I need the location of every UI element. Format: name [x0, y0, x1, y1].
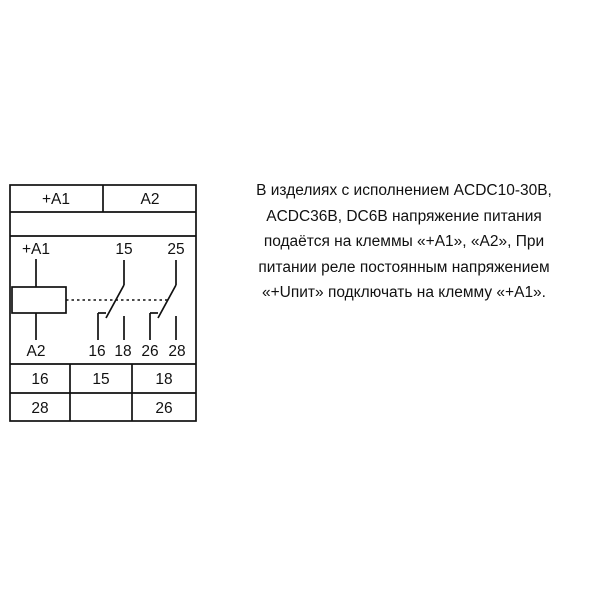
table-cell: 28	[31, 400, 49, 417]
contact1-common-label: 15	[115, 241, 133, 258]
note-line: подаётся на клеммы «+A1», «A2», При	[263, 233, 545, 250]
coil-bottom-label: A2	[26, 343, 46, 360]
contact-label-16: 16	[88, 343, 106, 360]
table-cell: 15	[92, 371, 110, 388]
note-line: питании реле постоянным напряжением	[258, 258, 550, 276]
header-terminal-left: +A1	[41, 191, 71, 208]
contact2-switch-arm	[158, 285, 176, 318]
coil-top-label: +A1	[21, 241, 51, 258]
note-line: В изделиях с исполнением ACDC10-30B,	[256, 182, 552, 199]
table-cell: 26	[155, 400, 173, 417]
supply-note	[218, 178, 590, 306]
contact2-common-label: 25	[167, 241, 185, 258]
table-cell: 16	[31, 371, 49, 388]
table-cell: 18	[155, 371, 173, 388]
contact-label-28: 28	[168, 343, 186, 360]
note-line: ACDC36B, DC6B напряжение питания	[266, 207, 542, 225]
contact-label-18: 18	[114, 343, 132, 360]
note-line: «+Uпит» подключать на клемму «+A1».	[262, 284, 546, 301]
header-terminal-right: A2	[140, 191, 160, 208]
contact-label-26: 26	[141, 343, 159, 360]
relay-coil	[12, 287, 66, 313]
contact1-switch-arm	[106, 285, 124, 318]
